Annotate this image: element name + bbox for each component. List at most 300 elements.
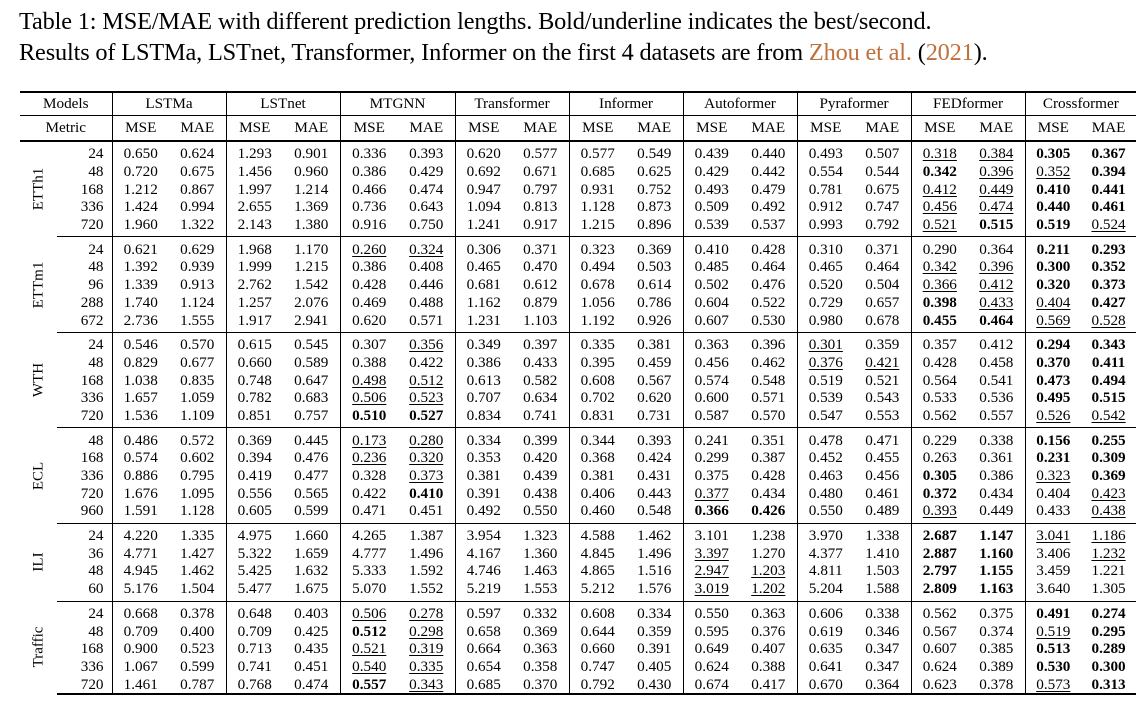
cell-value: 0.369 bbox=[237, 431, 272, 449]
cell-value: 0.521 bbox=[352, 640, 387, 658]
cell-value: 1.059 bbox=[180, 389, 215, 407]
cell-value: 0.320 bbox=[1036, 276, 1071, 294]
mse-cell bbox=[340, 601, 398, 622]
cell-value: 0.469 bbox=[352, 293, 387, 311]
mae-cell bbox=[512, 311, 569, 332]
cell-value: 0.359 bbox=[865, 336, 900, 354]
mae-cell bbox=[512, 407, 569, 428]
mse-cell bbox=[1025, 640, 1081, 658]
cell-value: 4.845 bbox=[580, 544, 615, 562]
cell-value: 1.270 bbox=[751, 544, 786, 562]
cell-value: 0.370 bbox=[1036, 353, 1071, 371]
mae-cell bbox=[512, 544, 569, 562]
cell-value: 0.668 bbox=[123, 604, 158, 622]
cell-value: 0.926 bbox=[637, 311, 672, 329]
cell-value: 0.489 bbox=[865, 502, 900, 520]
mae-cell bbox=[398, 276, 455, 294]
cell-value: 0.387 bbox=[751, 449, 786, 467]
cell-value: 5.204 bbox=[808, 580, 843, 598]
cell-value: 0.570 bbox=[180, 336, 215, 354]
cell-value: 2.797 bbox=[922, 562, 957, 580]
mae-cell bbox=[1081, 237, 1136, 258]
cell-value: 2.076 bbox=[294, 293, 329, 311]
cell-value: 0.477 bbox=[294, 467, 329, 485]
mae-cell bbox=[1081, 389, 1136, 407]
mse-cell bbox=[683, 389, 740, 407]
cell-value: 0.305 bbox=[1036, 145, 1071, 163]
dataset-cell bbox=[20, 523, 57, 601]
mse-cell bbox=[112, 389, 169, 407]
cell-value: 1.323 bbox=[523, 527, 558, 545]
cell-value: 0.299 bbox=[694, 449, 729, 467]
cell-value: 0.349 bbox=[466, 336, 501, 354]
mae-cell bbox=[283, 467, 340, 485]
cell-value: 1.221 bbox=[1091, 562, 1126, 580]
cell-value: 0.274 bbox=[1091, 604, 1126, 622]
cell-value: 4.975 bbox=[237, 527, 272, 545]
cell-value: 0.548 bbox=[637, 502, 672, 520]
table-row bbox=[20, 198, 1136, 216]
cell-value: 0.376 bbox=[751, 622, 786, 640]
mae-cell bbox=[169, 311, 226, 332]
cell-value: 0.519 bbox=[1036, 216, 1071, 234]
mse-cell bbox=[1025, 428, 1081, 449]
mae-cell bbox=[1081, 580, 1136, 601]
mae-cell bbox=[398, 258, 455, 276]
mae-cell bbox=[169, 258, 226, 276]
cell-value: 0.455 bbox=[922, 311, 957, 329]
mse-cell bbox=[112, 640, 169, 658]
mae-cell bbox=[740, 237, 797, 258]
cell-value: 0.707 bbox=[466, 389, 501, 407]
cell-value: 0.582 bbox=[523, 371, 558, 389]
cell-value: 0.439 bbox=[694, 145, 729, 163]
mse-cell bbox=[112, 658, 169, 676]
cell-value: 3.101 bbox=[694, 527, 729, 545]
cell-value: 0.417 bbox=[751, 675, 786, 693]
cell-value: 0.612 bbox=[523, 276, 558, 294]
mse-cell bbox=[1025, 311, 1081, 332]
cell-value: 0.471 bbox=[865, 431, 900, 449]
cell-value: 0.519 bbox=[808, 371, 843, 389]
cell-value: 1.155 bbox=[979, 562, 1014, 580]
mse-cell bbox=[455, 467, 512, 485]
mse-cell bbox=[455, 371, 512, 389]
cell-value: 0.916 bbox=[352, 216, 387, 234]
cell-value: 1.461 bbox=[123, 675, 158, 693]
mse-cell bbox=[911, 407, 968, 428]
cell-value: 0.373 bbox=[409, 467, 444, 485]
table-row bbox=[20, 658, 1136, 676]
mae-cell bbox=[398, 658, 455, 676]
mae-cell bbox=[512, 502, 569, 523]
mae-cell bbox=[512, 163, 569, 181]
mae-cell bbox=[626, 354, 683, 372]
cell-value: 1.067 bbox=[123, 657, 158, 675]
cell-value: 0.545 bbox=[294, 336, 329, 354]
cell-value: 2.887 bbox=[922, 544, 957, 562]
cell-value: 5.212 bbox=[580, 580, 615, 598]
cell-value: 0.389 bbox=[979, 657, 1014, 675]
cell-value: 0.476 bbox=[294, 449, 329, 467]
cell-value: 2.143 bbox=[237, 216, 272, 234]
cell-value: 1.095 bbox=[180, 484, 215, 502]
cell-value: 1.392 bbox=[123, 258, 158, 276]
mse-cell bbox=[569, 389, 626, 407]
mse-cell bbox=[455, 484, 512, 502]
mse-cell bbox=[455, 640, 512, 658]
cell-value: 0.683 bbox=[294, 389, 329, 407]
cell-value: 0.374 bbox=[979, 622, 1014, 640]
cell-value: 0.393 bbox=[409, 145, 444, 163]
cell-value: 0.384 bbox=[979, 145, 1014, 163]
mse-cell bbox=[911, 449, 968, 467]
cell-value: 0.657 bbox=[865, 293, 900, 311]
mae-cell bbox=[283, 580, 340, 601]
mae-cell bbox=[968, 237, 1025, 258]
table-row bbox=[20, 311, 1136, 332]
cell-value: 1.305 bbox=[1091, 580, 1126, 598]
mse-cell bbox=[1025, 141, 1081, 163]
mae-cell bbox=[854, 216, 911, 237]
table-row bbox=[20, 276, 1136, 294]
cell-value: 0.394 bbox=[1091, 163, 1126, 181]
mse-cell bbox=[569, 428, 626, 449]
mae-cell bbox=[626, 407, 683, 428]
mse-cell bbox=[683, 371, 740, 389]
mae-cell bbox=[854, 237, 911, 258]
cell-value: 0.747 bbox=[580, 657, 615, 675]
cell-value: 1.657 bbox=[123, 389, 158, 407]
cell-value: 0.530 bbox=[1036, 657, 1071, 675]
mse-cell bbox=[226, 294, 283, 312]
cell-value: 1.997 bbox=[237, 180, 272, 198]
mse-cell bbox=[112, 294, 169, 312]
mae-cell bbox=[398, 484, 455, 502]
caption-line-2 bbox=[19, 37, 1131, 68]
mse-cell bbox=[683, 484, 740, 502]
cell-value: 0.364 bbox=[979, 240, 1014, 258]
mse-cell bbox=[683, 332, 740, 353]
cell-value: 0.301 bbox=[808, 336, 843, 354]
mse-cell bbox=[797, 141, 854, 163]
cell-value: 0.289 bbox=[1091, 640, 1126, 658]
cell-value: 0.604 bbox=[694, 293, 729, 311]
cell-value: 0.494 bbox=[1091, 371, 1126, 389]
mse-cell bbox=[569, 544, 626, 562]
cell-value: 3.459 bbox=[1036, 562, 1071, 580]
cell-value: 0.867 bbox=[180, 180, 215, 198]
cell-value: 0.440 bbox=[751, 145, 786, 163]
cell-value: 0.236 bbox=[352, 449, 387, 467]
mae-cell bbox=[169, 502, 226, 523]
cell-value: 0.393 bbox=[637, 431, 672, 449]
cell-value: 0.488 bbox=[409, 293, 444, 311]
table-row bbox=[20, 640, 1136, 658]
cell-value: 0.231 bbox=[1036, 449, 1071, 467]
cell-value: 0.241 bbox=[694, 431, 729, 449]
cell-value: 0.506 bbox=[352, 604, 387, 622]
mse-cell bbox=[911, 640, 968, 658]
mse-cell bbox=[1025, 601, 1081, 622]
mae-cell bbox=[626, 294, 683, 312]
mse-cell bbox=[797, 544, 854, 562]
mse-cell bbox=[226, 258, 283, 276]
mae-cell bbox=[398, 601, 455, 622]
mae-cell bbox=[740, 276, 797, 294]
mse-cell bbox=[797, 502, 854, 523]
mse-cell bbox=[911, 523, 968, 544]
mae-cell bbox=[626, 622, 683, 640]
mae-cell bbox=[626, 502, 683, 523]
cell-value: 0.474 bbox=[409, 180, 444, 198]
cell-value: 0.523 bbox=[180, 640, 215, 658]
cell-value: 0.542 bbox=[1091, 406, 1126, 424]
mae-cell bbox=[740, 354, 797, 372]
dataset-cell bbox=[20, 237, 57, 332]
mae-cell bbox=[169, 675, 226, 694]
cell-value: 5.176 bbox=[123, 580, 158, 598]
mse-cell bbox=[112, 523, 169, 544]
mae-cell bbox=[283, 544, 340, 562]
mse-cell bbox=[569, 467, 626, 485]
cell-value: 0.621 bbox=[123, 240, 158, 258]
mae-cell bbox=[968, 258, 1025, 276]
mae-cell bbox=[854, 180, 911, 198]
cell-value: 0.438 bbox=[1091, 502, 1126, 520]
cell-value: 1.592 bbox=[409, 562, 444, 580]
cell-value: 4.945 bbox=[123, 562, 158, 580]
mse-cell bbox=[340, 276, 398, 294]
cell-value: 0.391 bbox=[466, 484, 501, 502]
cell-value: 0.255 bbox=[1091, 431, 1126, 449]
cell-value: 0.307 bbox=[352, 336, 387, 354]
cell-value: 0.334 bbox=[637, 604, 672, 622]
cell-value: 0.361 bbox=[979, 449, 1014, 467]
prediction-length: 168 bbox=[80, 180, 104, 198]
cell-value: 0.440 bbox=[1036, 198, 1071, 216]
cell-value: 0.332 bbox=[523, 604, 558, 622]
cell-value: 0.644 bbox=[580, 622, 615, 640]
mae-cell bbox=[740, 407, 797, 428]
mae-cell bbox=[968, 622, 1025, 640]
cell-value: 0.513 bbox=[1036, 640, 1071, 658]
cell-value: 1.659 bbox=[294, 544, 329, 562]
cell-value: 0.300 bbox=[1091, 657, 1126, 675]
cell-value: 4.811 bbox=[808, 562, 843, 580]
cell-value: 0.606 bbox=[808, 604, 843, 622]
mae-cell bbox=[512, 237, 569, 258]
mse-cell bbox=[112, 354, 169, 372]
mse-cell bbox=[683, 276, 740, 294]
cell-value: 0.464 bbox=[979, 311, 1014, 329]
mae-cell bbox=[968, 311, 1025, 332]
cell-value: 0.449 bbox=[979, 180, 1014, 198]
prediction-length: 336 bbox=[80, 657, 104, 675]
cell-value: 0.547 bbox=[808, 406, 843, 424]
mae-cell bbox=[1081, 141, 1136, 163]
cell-value: 0.403 bbox=[294, 604, 329, 622]
cell-value: 0.515 bbox=[979, 216, 1014, 234]
cell-value: 2.809 bbox=[922, 580, 957, 598]
mae-cell bbox=[283, 332, 340, 353]
cell-value: 0.565 bbox=[294, 484, 329, 502]
table-row bbox=[20, 141, 1136, 163]
cell-value: 0.993 bbox=[808, 216, 843, 234]
mse-cell bbox=[797, 294, 854, 312]
mse-cell bbox=[226, 371, 283, 389]
cell-value: 0.571 bbox=[751, 389, 786, 407]
mse-cell bbox=[112, 580, 169, 601]
cell-value: 0.328 bbox=[352, 467, 387, 485]
cell-value: 1.632 bbox=[294, 562, 329, 580]
mae-cell bbox=[968, 467, 1025, 485]
mae-cell bbox=[283, 198, 340, 216]
mse-cell bbox=[226, 544, 283, 562]
prediction-length: 168 bbox=[80, 640, 104, 658]
mse-cell bbox=[683, 601, 740, 622]
cell-value: 1.215 bbox=[294, 258, 329, 276]
mae-cell bbox=[968, 407, 1025, 428]
cell-value: 0.455 bbox=[865, 449, 900, 467]
mae-cell bbox=[398, 467, 455, 485]
prediction-length: 288 bbox=[80, 293, 104, 311]
mae-cell bbox=[169, 622, 226, 640]
cell-value: 0.470 bbox=[523, 258, 558, 276]
mse-cell bbox=[112, 622, 169, 640]
cell-value: 0.410 bbox=[409, 484, 444, 502]
mse-cell bbox=[340, 658, 398, 676]
mse-cell bbox=[569, 449, 626, 467]
mse-cell bbox=[683, 562, 740, 580]
mae-cell bbox=[398, 622, 455, 640]
cell-value: 0.439 bbox=[523, 467, 558, 485]
cell-value: 0.502 bbox=[694, 276, 729, 294]
mae-cell bbox=[968, 449, 1025, 467]
model-header: FEDformer bbox=[911, 92, 1025, 116]
mae-cell bbox=[968, 580, 1025, 601]
cell-value: 0.429 bbox=[409, 163, 444, 181]
cell-value: 0.620 bbox=[352, 311, 387, 329]
mse-cell bbox=[683, 354, 740, 372]
mae-cell bbox=[740, 562, 797, 580]
cell-value: 0.395 bbox=[580, 353, 615, 371]
dataset-cell bbox=[20, 601, 57, 694]
cell-value: 0.351 bbox=[751, 431, 786, 449]
mae-cell bbox=[1081, 449, 1136, 467]
mse-cell bbox=[455, 601, 512, 622]
cell-value: 0.757 bbox=[294, 406, 329, 424]
mae-header: MAE bbox=[512, 116, 569, 142]
mae-cell bbox=[398, 449, 455, 467]
mse-cell bbox=[569, 371, 626, 389]
mse-cell bbox=[1025, 163, 1081, 181]
cell-value: 0.295 bbox=[1091, 622, 1126, 640]
mae-cell bbox=[968, 675, 1025, 694]
mae-cell bbox=[626, 675, 683, 694]
mse-cell bbox=[1025, 237, 1081, 258]
mse-cell bbox=[797, 428, 854, 449]
mae-cell bbox=[512, 332, 569, 353]
mse-cell bbox=[683, 407, 740, 428]
mae-cell bbox=[854, 258, 911, 276]
cell-value: 1.660 bbox=[294, 527, 329, 545]
cell-value: 0.643 bbox=[409, 198, 444, 216]
cell-value: 0.370 bbox=[523, 675, 558, 693]
mse-cell bbox=[911, 502, 968, 523]
cell-value: 0.446 bbox=[409, 276, 444, 294]
cell-value: 0.493 bbox=[808, 145, 843, 163]
cell-value: 1.424 bbox=[123, 198, 158, 216]
mse-cell bbox=[226, 141, 283, 163]
mse-cell bbox=[569, 658, 626, 676]
cell-value: 0.526 bbox=[1036, 406, 1071, 424]
mse-cell bbox=[683, 580, 740, 601]
cell-value: 1.293 bbox=[237, 145, 272, 163]
cell-value: 0.394 bbox=[237, 449, 272, 467]
citation-year-link[interactable]: 2021 bbox=[925, 39, 974, 66]
cell-value: 0.512 bbox=[409, 371, 444, 389]
cell-value: 0.681 bbox=[466, 276, 501, 294]
mse-cell bbox=[226, 276, 283, 294]
mse-cell bbox=[226, 216, 283, 237]
mae-cell bbox=[169, 294, 226, 312]
cell-value: 0.678 bbox=[865, 311, 900, 329]
mse-cell bbox=[683, 675, 740, 694]
cell-value: 0.419 bbox=[237, 467, 272, 485]
mae-cell bbox=[398, 544, 455, 562]
mae-cell bbox=[626, 311, 683, 332]
mse-cell bbox=[340, 180, 398, 198]
cell-value: 0.523 bbox=[409, 389, 444, 407]
mae-cell bbox=[854, 276, 911, 294]
mse-cell bbox=[226, 180, 283, 198]
mae-cell bbox=[169, 216, 226, 237]
cell-value: 0.567 bbox=[637, 371, 672, 389]
mae-cell bbox=[169, 198, 226, 216]
cell-value: 0.464 bbox=[751, 258, 786, 276]
mae-cell bbox=[740, 311, 797, 332]
cell-value: 0.393 bbox=[922, 502, 957, 520]
cell-value: 1.322 bbox=[180, 216, 215, 234]
cell-value: 4.771 bbox=[123, 544, 158, 562]
mse-cell bbox=[797, 180, 854, 198]
table-row bbox=[20, 562, 1136, 580]
cell-value: 0.347 bbox=[865, 657, 900, 675]
cell-value: 0.553 bbox=[865, 406, 900, 424]
mae-cell bbox=[1081, 198, 1136, 216]
mse-cell bbox=[1025, 294, 1081, 312]
mae-cell bbox=[512, 523, 569, 544]
mae-header: MAE bbox=[854, 116, 911, 142]
cell-value: 0.536 bbox=[979, 389, 1014, 407]
citation-author-link[interactable]: Zhou et al. bbox=[808, 39, 912, 66]
mae-cell bbox=[626, 180, 683, 198]
cell-value: 0.408 bbox=[409, 258, 444, 276]
citation-close-paren: ). bbox=[973, 39, 988, 66]
cell-value: 0.430 bbox=[637, 675, 672, 693]
mae-cell bbox=[854, 407, 911, 428]
mae-cell bbox=[283, 407, 340, 428]
cell-value: 0.947 bbox=[466, 180, 501, 198]
mse-cell bbox=[797, 163, 854, 181]
prediction-length: 168 bbox=[80, 449, 104, 467]
cell-value: 1.241 bbox=[466, 216, 501, 234]
cell-value: 0.539 bbox=[808, 389, 843, 407]
cell-value: 0.577 bbox=[580, 145, 615, 163]
mse-cell bbox=[911, 258, 968, 276]
mae-cell bbox=[169, 523, 226, 544]
